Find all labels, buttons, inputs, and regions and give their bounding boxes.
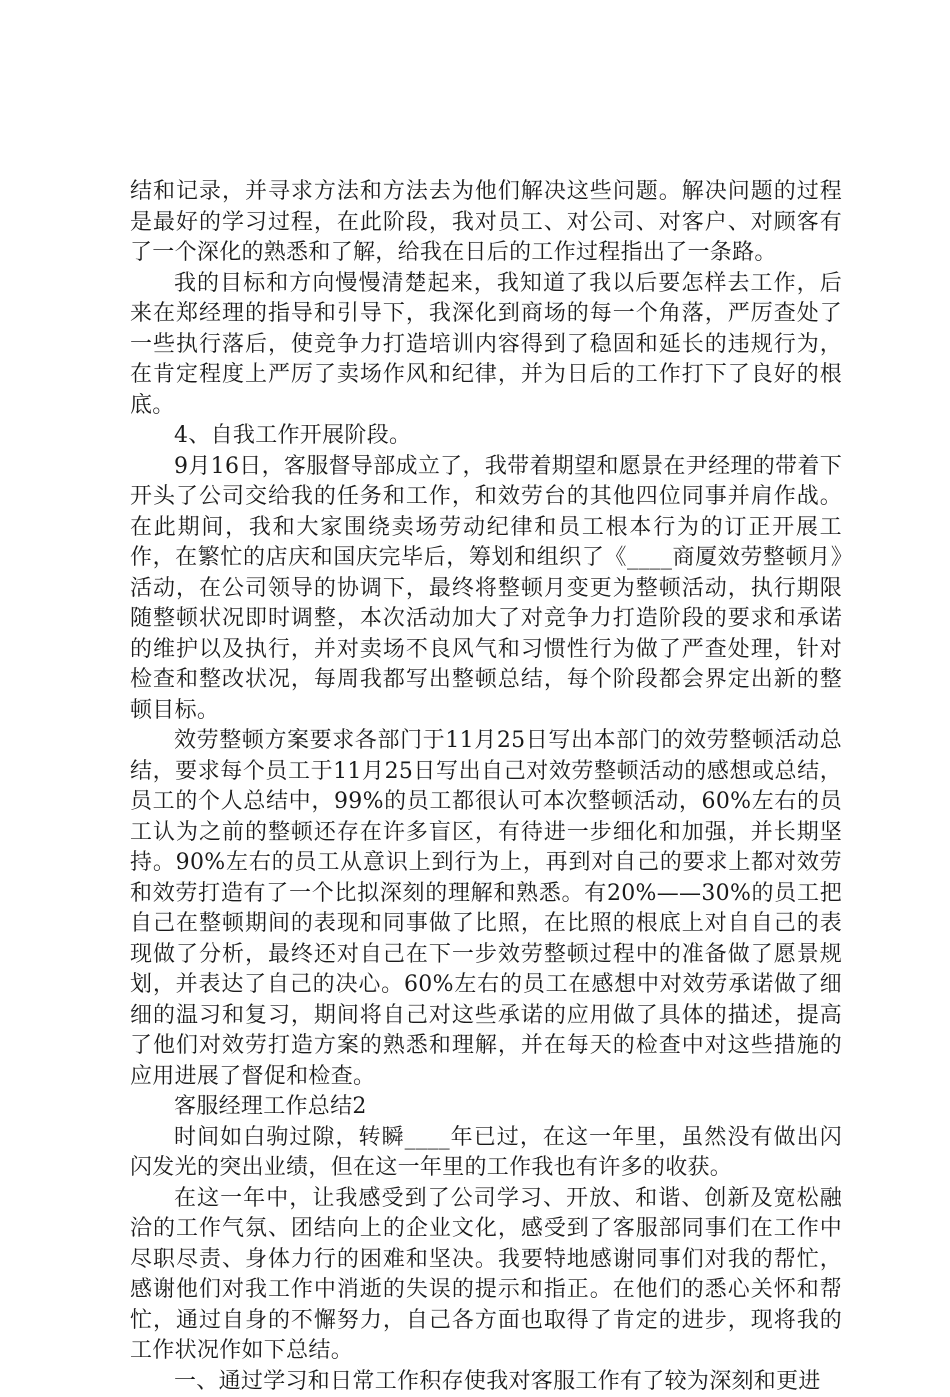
paragraph-6: 在这一年中，让我感受到了公司学习、开放、和谐、创新及宽松融洽的工作气氛、团结向上的企业文化，感受到了客服部同事们在工作中尽职尽责、身体力行的困难和坚决。我要特地感谢同事们对我的帮忙，感谢他们对我工作中消逝的失误的提示和指正。在他们的悉心关怀和帮忙，通过自身的不懈努力，自己各方面也取得了肯定的进步，现将我的工作状况作如下总结。 [130, 1184, 842, 1367]
paragraph-4: 效劳整顿方案要求各部门于11月25日写出本部门的效劳整顿活动总结，要求每个员工于11月25日写出自己对效劳整顿活动的感想或总结，员工的个人总结中，99%的员工都很认可本次整顿活动，60%左右的员工认为之前的整顿还存在许多盲区，有待进一步细化和加强，并长期坚持。90%左右的员工从意识上到行为上，再到对自己的要求上都对效劳和效劳打造有了一个比拟深刻的理解和熟悉。有20%——30%的员工把自己在整顿期间的表现和同事做了比照，在比照的根底上对自自己的表现做了分析，最终还对自己在下一步效劳整顿过程中的准备做了愿景规划，并表达了自己的决心。60%左右的员工在感想中对效劳承诺做了细细的温习和复习，期间将自己对这些承诺的应用做了具体的描述，提高了他们对效劳打造方案的熟悉和理解，并在每天的检查中对这些措施的应用进展了督促和检查。 [130, 726, 842, 1092]
paragraph-3: 9月16日，客服督导部成立了，我带着期望和愿景在尹经理的带着下开头了公司交给我的任务和工作，和效劳台的其他四位同事并肩作战。在此期间，我和大家围绕卖场劳动纪律和员工根本行为的订正开展工作，在繁忙的店庆和国庆完毕后，筹划和组织了《____商厦效劳整顿月》活动，在公司领导的协调下，最终将整顿月变更为整顿活动，执行期限随整顿状况即时调整，本次活动加大了对竞争力打造阶段的要求和承诺的维护以及执行，并对卖场不良风气和习惯性行为做了严查处理，针对检查和整改状况，每周我都写出整顿总结，每个阶段都会界定出新的整顿目标。 [130, 452, 842, 727]
paragraph-2: 我的目标和方向慢慢清楚起来，我知道了我以后要怎样去工作，后来在郑经理的指导和引导下，我深化到商场的每一个角落，严厉查处了一些执行落后，使竞争力打造培训内容得到了稳固和延长的违规行为，在肯定程度上严厉了卖场作风和纪律，并为日后的工作打下了良好的根底。 [130, 269, 842, 422]
section-heading-4: 4、自我工作开展阶段。 [130, 421, 842, 452]
document-subtitle: 客服经理工作总结2 [130, 1092, 842, 1123]
paragraph-1: 结和记录，并寻求方法和方法去为他们解决这些问题。解决问题的过程是最好的学习过程，在此阶段，我对员工、对公司、对客户、对顾客有了一个深化的熟悉和了解，给我在日后的工作过程指出了一条路。 [130, 177, 842, 269]
document-page [130, 177, 842, 1397]
paragraph-7: 一、通过学习和日常工作积存使我对客服工作有了较为深刻和更进 [130, 1367, 842, 1397]
paragraph-5: 时间如白驹过隙，转瞬____年已过，在这一年里，虽然没有做出闪闪发光的突出业绩，但在这一年里的工作我也有许多的收获。 [130, 1123, 842, 1184]
